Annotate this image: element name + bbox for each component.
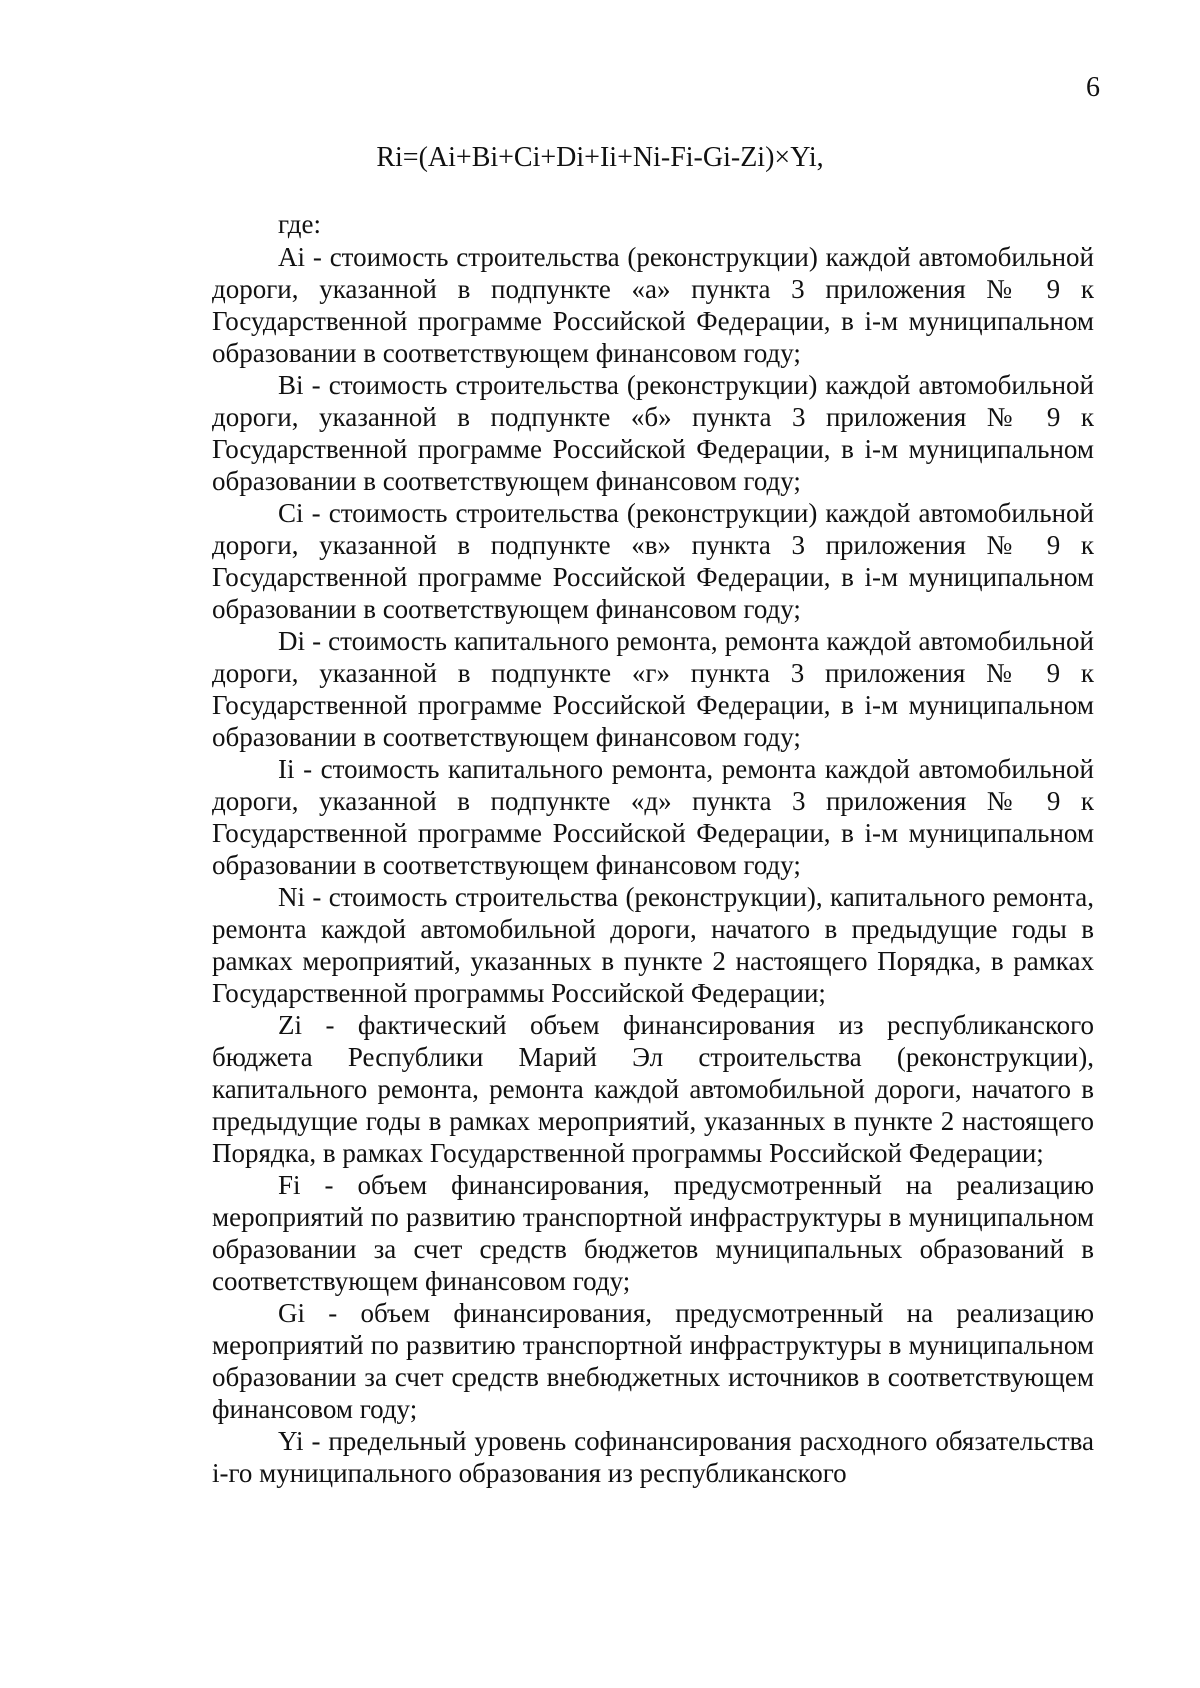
definition-text: - объем финансирования, предусмотренный на реализацию мероприятий по развитию транспортной инфраструктуры в муниципальном образовании за счет средств бюджетов муниципальных образований в соответствующем финансовом году; xyxy=(212,1170,1094,1296)
formula: Ri=(Ai+Bi+Ci+Di+Ii+Ni-Fi-Gi-Zi)×Yi, xyxy=(376,142,824,173)
definition-term: Zi xyxy=(278,1010,302,1040)
definition-term: Ai xyxy=(278,242,305,272)
definition-paragraph-yi xyxy=(212,1425,1094,1489)
page-number: 6 xyxy=(1086,72,1100,103)
definition-paragraph-fi xyxy=(212,1169,1094,1297)
definition-paragraph-ii xyxy=(212,753,1094,881)
document-body xyxy=(212,208,1094,1489)
definition-paragraph-di xyxy=(212,625,1094,753)
definition-term: Ci xyxy=(278,498,304,528)
definition-paragraph-gi xyxy=(212,1297,1094,1425)
definition-text: - фактический объем финансирования из республиканского бюджета Республики Марий Эл строительства (реконструкции), капитального ремонта, ремонта каждой автомобильной дороги, начатого в предыдущие годы в рамках мероприятий, указанных в пункте 2 настоящего Порядка, в рамках Государственной программы Российской Федерации; xyxy=(212,1010,1094,1168)
definition-term: Bi xyxy=(278,370,304,400)
definition-paragraph-ai xyxy=(212,241,1094,369)
definition-term: Yi xyxy=(278,1426,304,1456)
definition-term: Ni xyxy=(278,882,305,912)
definition-text: - объем финансирования, предусмотренный на реализацию мероприятий по развитию транспортной инфраструктуры в муниципальном образовании за счет средств внебюджетных источников в соответствующем финансовом году; xyxy=(212,1298,1094,1424)
definition-text: - предельный уровень софинансирования расходного обязательства i-го муниципального образования из республиканского xyxy=(212,1426,1094,1488)
definition-text: - стоимость строительства (реконструкции) каждой автомобильной дороги, указанной в подпункте «б» пункта 3 приложения № 9 к Государственной программе Российской Федерации, в i-м муниципальном образовании в соответствующем финансовом году; xyxy=(212,370,1094,496)
definition-paragraph-zi xyxy=(212,1009,1094,1169)
definition-term: Fi xyxy=(278,1170,301,1200)
definition-text: - стоимость строительства (реконструкции) каждой автомобильной дороги, указанной в подпункте «в» пункта 3 приложения № 9 к Государственной программе Российской Федерации, в i-м муниципальном образовании в соответствующем финансовом году; xyxy=(212,498,1094,624)
definition-term: Ii xyxy=(278,754,295,784)
definition-text: - стоимость капитального ремонта, ремонта каждой автомобильной дороги, указанной в подпункте «г» пункта 3 приложения № 9 к Государственной программе Российской Федерации, в i-м муниципальном образовании в соответствующем финансовом году; xyxy=(212,626,1094,752)
definition-paragraph-ci xyxy=(212,497,1094,625)
definition-text: - стоимость строительства (реконструкции), капитального ремонта, ремонта каждой автомобильной дороги, начатого в предыдущие годы в рамках мероприятий, указанных в пункте 2 настоящего Порядка, в рамках Государственной программы Российской Федерации; xyxy=(212,882,1094,1008)
definition-paragraph-ni xyxy=(212,881,1094,1009)
where-label: где: xyxy=(278,209,321,239)
definition-term: Di xyxy=(278,626,305,656)
definition-text: - стоимость строительства (реконструкции) каждой автомобильной дороги, указанной в подпункте «а» пункта 3 приложения № 9 к Государственной программе Российской Федерации, в i-м муниципальном образовании в соответствующем финансовом году; xyxy=(212,242,1094,368)
definition-term: Gi xyxy=(278,1298,305,1328)
definition-paragraph-bi xyxy=(212,369,1094,497)
definition-text: - стоимость капитального ремонта, ремонта каждой автомобильной дороги, указанной в подпункте «д» пункта 3 приложения № 9 к Государственной программе Российской Федерации, в i-м муниципальном образовании в соответствующем финансовом году; xyxy=(212,754,1094,880)
